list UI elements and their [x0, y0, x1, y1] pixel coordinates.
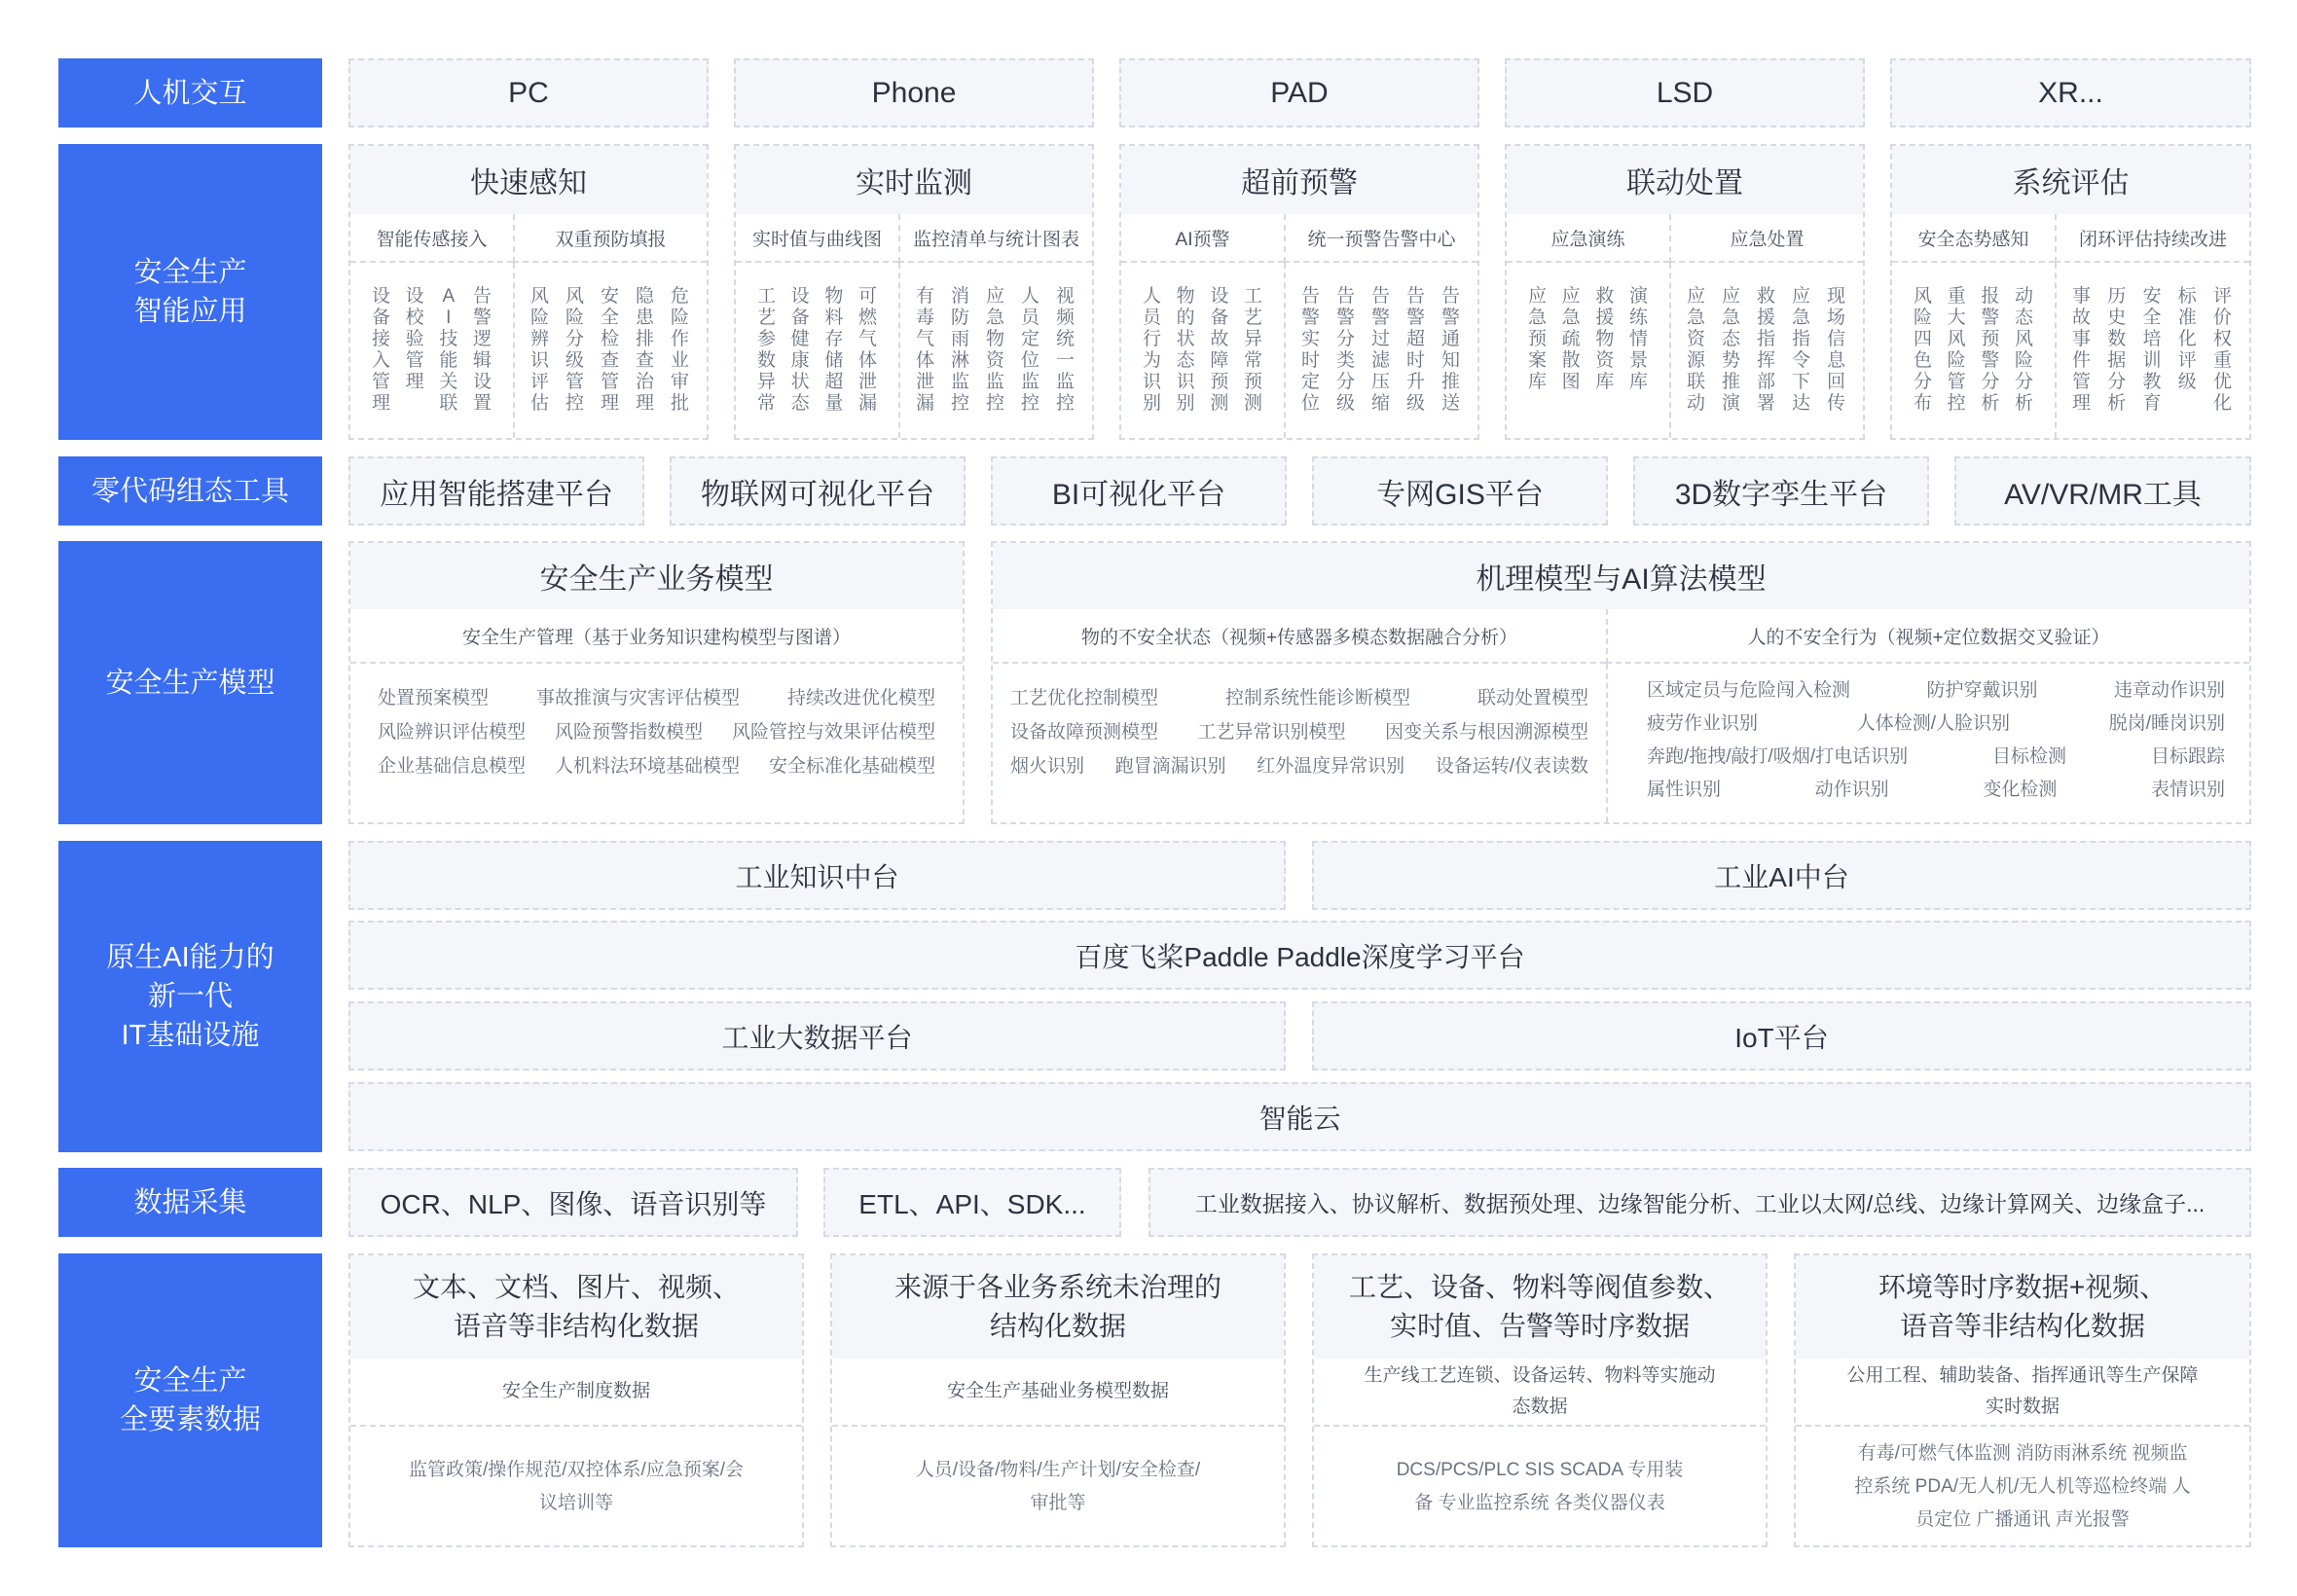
- app-item: 报 警 预 警 分 析: [1981, 286, 2000, 414]
- app-item: 人 员 行 为 识 别: [1143, 286, 1162, 414]
- industrial-bigdata-platform: 工业大数据平台: [348, 1001, 1286, 1070]
- app-item: 现 场 信 息 回 传: [1826, 286, 1845, 414]
- app-item-columns: [1669, 286, 1863, 415]
- model-item: 人体检测/人脸识别: [1856, 713, 2010, 734]
- app-sub-label: 安全态势感知: [1892, 214, 2055, 263]
- model-item: 变化检测: [1983, 780, 2058, 800]
- app-item: 告 警 超 时 升 级: [1405, 286, 1425, 414]
- model-line: [1647, 708, 2225, 742]
- model-item: 风险辨识评估模型: [378, 722, 527, 743]
- app-sub-label: AI预警: [1121, 214, 1284, 263]
- device-xr: XR...: [1890, 58, 2251, 127]
- app-item: 视 频 统 一 监 控: [1055, 286, 1075, 414]
- model-line: [1647, 742, 2225, 775]
- row-label-infra: 原生AI能力的 新一代 IT基础设施: [58, 841, 322, 1152]
- model-item: 红外温度异常识别: [1257, 756, 1405, 777]
- row-label-hci: 人机交互: [58, 58, 322, 127]
- app-item: 工 艺 异 常 预 测: [1243, 286, 1262, 414]
- data-column-title: 文本、文档、图片、视频、 语音等非结构化数据: [350, 1255, 802, 1359]
- app-group-title: 超前预警: [1121, 146, 1477, 214]
- app-item: 物 的 状 态 识 别: [1176, 286, 1195, 414]
- column-divider: [2055, 263, 2057, 438]
- app-item: 风 险 四 色 分 布: [1914, 286, 1933, 414]
- model-item: 控制系统性能诊断模型: [1224, 688, 1410, 708]
- app-item: 告 警 逻 辑 设 置: [472, 286, 492, 414]
- data-column-detail: 有毒/可燃气体监测 消防雨淋系统 视频监 控系统 PDA/无人机/无人机等巡检终端 人 员定位 广播通讯 声光报警: [1854, 1443, 2191, 1530]
- data-column-sub: 公用工程、辅助装备、指挥通讯等生产保障 实时数据: [1796, 1359, 2249, 1427]
- model-item: 区域定员与危险闯入检测: [1647, 680, 1851, 701]
- column-divider: [1606, 664, 1608, 822]
- device-phone: Phone: [734, 58, 1094, 127]
- app-item: 应 急 指 令 下 达: [1791, 286, 1810, 414]
- app-group-title: 系统评估: [1892, 146, 2249, 214]
- data-column-sub: 安全生产基础业务模型数据: [832, 1359, 1284, 1427]
- app-item: 设 备 接 入 管 理: [372, 286, 391, 414]
- row-label-data: 安全生产 全要素数据: [58, 1253, 322, 1547]
- column-divider: [1669, 263, 1671, 438]
- model-item: 设备运转/仪表读数: [1435, 756, 1588, 777]
- model-item: 人机料法环境基础模型: [554, 756, 740, 777]
- app-sub-label: 统一预警告警中心: [1284, 214, 1477, 263]
- collect-etl-api-sdk: ETL、API、SDK...: [823, 1168, 1121, 1237]
- tool-gis-platform: 专网GIS平台: [1312, 456, 1608, 526]
- model-line: [378, 717, 935, 751]
- data-column-detail: DCS/PCS/PLC SIS SCADA 专用装 备 专业监控系统 各类仪器仪表: [1396, 1460, 1684, 1513]
- app-item-columns: [350, 286, 513, 415]
- app-item-columns: [736, 286, 898, 415]
- app-item-columns: [513, 286, 707, 415]
- model-line: [1647, 775, 2225, 808]
- app-item: 隐 患 排 查 治 理: [635, 286, 654, 414]
- tool-iot-visualization: 物联网可视化平台: [670, 456, 966, 526]
- collect-recognition: OCR、NLP、图像、语音识别等: [348, 1168, 798, 1237]
- model-item: 风险管控与效果评估模型: [731, 722, 935, 743]
- data-column-title: 工艺、设备、物料等阀值参数、 实时值、告警等时序数据: [1314, 1255, 1766, 1359]
- model-item: 违章动作识别: [2113, 680, 2225, 701]
- data-column-title: 环境等时序数据+视频、 语音等非结构化数据: [1796, 1255, 2249, 1359]
- app-item: 设 校 验 管 理: [405, 286, 424, 392]
- app-item: 历 史 数 据 分 析: [2107, 286, 2127, 414]
- business-model-title: 安全生产业务模型: [350, 543, 963, 609]
- model-item: 工艺异常识别模型: [1197, 722, 1346, 743]
- app-item: A I 技 能 关 联: [439, 286, 458, 414]
- app-group-linked-response: [1505, 144, 1865, 440]
- device-pc: PC: [348, 58, 709, 127]
- model-item: 处置预案模型: [378, 688, 490, 708]
- app-group-realtime-monitoring: [734, 144, 1094, 440]
- model-line: [1010, 683, 1588, 717]
- model-item: 设备故障预测模型: [1010, 722, 1159, 743]
- data-column-detail: 人员/设备/物料/生产计划/安全检查/ 审批等: [915, 1460, 1201, 1513]
- app-group-quick-perception: [348, 144, 709, 440]
- app-item: 风 险 辨 识 评 估: [530, 286, 550, 414]
- model-item: 表情识别: [2150, 780, 2225, 800]
- row-label-apps: 安全生产 智能应用: [58, 144, 322, 440]
- row-label-models: 安全生产模型: [58, 541, 322, 824]
- model-item: 事故推演与灾害评估模型: [535, 688, 740, 708]
- model-item: 防护穿戴识别: [1926, 680, 2038, 701]
- data-column-sub: 生产线工艺连锁、设备运转、物料等实施动 态数据: [1314, 1359, 1766, 1427]
- people-model-list: [1647, 675, 2225, 808]
- model-line: [1010, 751, 1588, 785]
- app-item: 标 准 化 评 级: [2177, 286, 2197, 392]
- app-item: 安 全 培 训 教 育: [2142, 286, 2162, 414]
- app-sub-label: 监控清单与统计图表: [898, 214, 1092, 263]
- tool-bi-visualization: BI可视化平台: [991, 456, 1287, 526]
- data-column-title: 来源于各业务系统未治理的 结构化数据: [832, 1255, 1284, 1359]
- row-label-tools: 零代码组态工具: [58, 456, 322, 526]
- app-sub-label: 应急处置: [1669, 214, 1863, 263]
- paddle-deep-learning-platform: 百度飞桨Paddle Paddle深度学习平台: [348, 921, 2251, 990]
- app-item-columns: [898, 286, 1092, 415]
- iot-platform: IoT平台: [1312, 1001, 2251, 1070]
- app-item: 告 警 分 类 分 级: [1335, 286, 1355, 414]
- business-model-sub: 安全生产管理（基于业务知识建构模型与图谱）: [350, 609, 963, 664]
- app-group-title: 快速感知: [350, 146, 707, 214]
- app-item-columns: [2055, 286, 2249, 415]
- tool-digital-twin: 3D数字孪生平台: [1633, 456, 1929, 526]
- app-item: 事 故 事 件 管 理: [2072, 286, 2092, 414]
- app-item: 告 警 过 滤 压 缩: [1370, 286, 1390, 414]
- data-column-environment: [1794, 1253, 2251, 1547]
- app-item: 应 急 预 案 库: [1528, 286, 1548, 392]
- model-item: 跑冒滴漏识别: [1114, 756, 1226, 777]
- device-pad: PAD: [1119, 58, 1479, 127]
- app-item: 物 料 存 储 超 量: [824, 286, 844, 414]
- people-behavior-sub: 人的不安全行为（视频+定位数据交叉验证）: [1606, 609, 2249, 664]
- app-group-title: 联动处置: [1507, 146, 1863, 214]
- app-sub-label: 实时值与曲线图: [736, 214, 898, 263]
- app-item: 应 急 态 势 推 演: [1721, 286, 1740, 414]
- app-sub-label: 应急演练: [1507, 214, 1669, 263]
- app-item: 可 燃 气 体 泄 漏: [857, 286, 877, 414]
- tool-app-builder: 应用智能搭建平台: [348, 456, 644, 526]
- model-item: 企业基础信息模型: [378, 756, 527, 777]
- app-item: 设 备 故 障 预 测: [1210, 286, 1229, 414]
- model-item: 烟火识别: [1010, 756, 1085, 777]
- app-item: 告 警 通 知 推 送: [1440, 286, 1460, 414]
- industrial-knowledge-platform: 工业知识中台: [348, 841, 1286, 910]
- column-divider: [1284, 263, 1286, 438]
- model-item: 脱岗/睡岗识别: [2108, 713, 2225, 734]
- business-model-block: [348, 541, 965, 824]
- model-item: 属性识别: [1647, 780, 1722, 800]
- app-item: 应 急 物 资 监 控: [985, 286, 1004, 414]
- model-item: 疲劳作业识别: [1647, 713, 1759, 734]
- app-item-columns: [1892, 286, 2055, 415]
- model-item: 风险预警指数模型: [554, 722, 703, 743]
- data-column-structured: [830, 1253, 1286, 1547]
- row-label-collect: 数据采集: [58, 1168, 322, 1237]
- app-item: 评 价 权 重 优 化: [2212, 286, 2232, 414]
- app-sub-label: 智能传感接入: [350, 214, 513, 263]
- industrial-ai-platform: 工业AI中台: [1312, 841, 2251, 910]
- app-sub-label: 双重预防填报: [513, 214, 707, 263]
- app-item-columns: [1507, 286, 1669, 393]
- model-item: 动作识别: [1814, 780, 1889, 800]
- model-item: 联动处置模型: [1477, 688, 1588, 708]
- column-divider: [898, 263, 900, 438]
- app-item: 动 态 风 险 分 析: [2014, 286, 2033, 414]
- data-column-timeseries: [1312, 1253, 1768, 1547]
- app-group-title: 实时监测: [736, 146, 1092, 214]
- model-line: [378, 683, 935, 717]
- app-item: 安 全 检 查 管 理: [600, 286, 619, 414]
- model-line: [1647, 675, 2225, 708]
- model-item: 目标跟踪: [2150, 746, 2225, 767]
- model-line: [1010, 717, 1588, 751]
- app-item: 有 毒 气 体 泄 漏: [916, 286, 935, 414]
- app-item: 消 防 雨 淋 监 控: [950, 286, 969, 414]
- app-group-system-evaluation: [1890, 144, 2251, 440]
- app-item: 重 大 风 险 管 控: [1947, 286, 1966, 414]
- model-item: 因变关系与根因溯源模型: [1384, 722, 1588, 743]
- app-item: 人 员 定 位 监 控: [1020, 286, 1039, 414]
- app-item: 危 险 作 业 审 批: [670, 286, 689, 414]
- business-model-list: [378, 683, 935, 785]
- app-group-early-warning: [1119, 144, 1479, 440]
- model-item: 目标检测: [1992, 746, 2067, 767]
- data-column-detail: 监管政策/操作规范/双控体系/应急预案/会 议培训等: [408, 1460, 745, 1513]
- algorithm-model-block: [991, 541, 2251, 824]
- algorithm-model-title: 机理模型与AI算法模型: [993, 543, 2249, 609]
- data-column-unstructured-docs: [348, 1253, 804, 1547]
- app-item: 应 急 疏 散 图: [1561, 286, 1581, 392]
- app-item: 工 艺 参 数 异 常: [757, 286, 777, 414]
- app-item: 救 援 指 挥 部 署: [1756, 286, 1775, 414]
- app-item: 风 险 分 级 管 控: [565, 286, 584, 414]
- column-divider: [513, 263, 515, 438]
- collect-industrial-access: 工业数据接入、协议解析、数据预处理、边缘智能分析、工业以太网/总线、边缘计算网关、边缘盒子...: [1148, 1168, 2251, 1237]
- app-item-columns: [1284, 286, 1477, 415]
- model-item: 工艺优化控制模型: [1010, 688, 1159, 708]
- app-item: 救 援 物 资 库: [1595, 286, 1615, 392]
- device-lsd: LSD: [1505, 58, 1865, 127]
- model-item: 安全标准化基础模型: [768, 756, 935, 777]
- data-column-sub: 安全生产制度数据: [350, 1359, 802, 1427]
- things-model-list: [1010, 683, 1588, 785]
- app-item: 设 备 健 康 状 态: [790, 286, 810, 414]
- model-line: [378, 751, 935, 785]
- tool-av-vr-mr: AV/VR/MR工具: [1954, 456, 2251, 526]
- things-state-sub: 物的不安全状态（视频+传感器多模态数据融合分析）: [993, 609, 1606, 664]
- app-item: 应 急 资 源 联 动: [1687, 286, 1706, 414]
- model-item: 奔跑/拖拽/敲打/吸烟/打电话识别: [1647, 746, 1909, 767]
- smart-cloud: 智能云: [348, 1082, 2251, 1151]
- app-item-columns: [1121, 286, 1284, 415]
- app-item: 演 练 情 景 库: [1628, 286, 1648, 392]
- app-sub-label: 闭环评估持续改进: [2055, 214, 2249, 263]
- app-item: 告 警 实 时 定 位: [1301, 286, 1321, 414]
- model-item: 持续改进优化模型: [786, 688, 935, 708]
